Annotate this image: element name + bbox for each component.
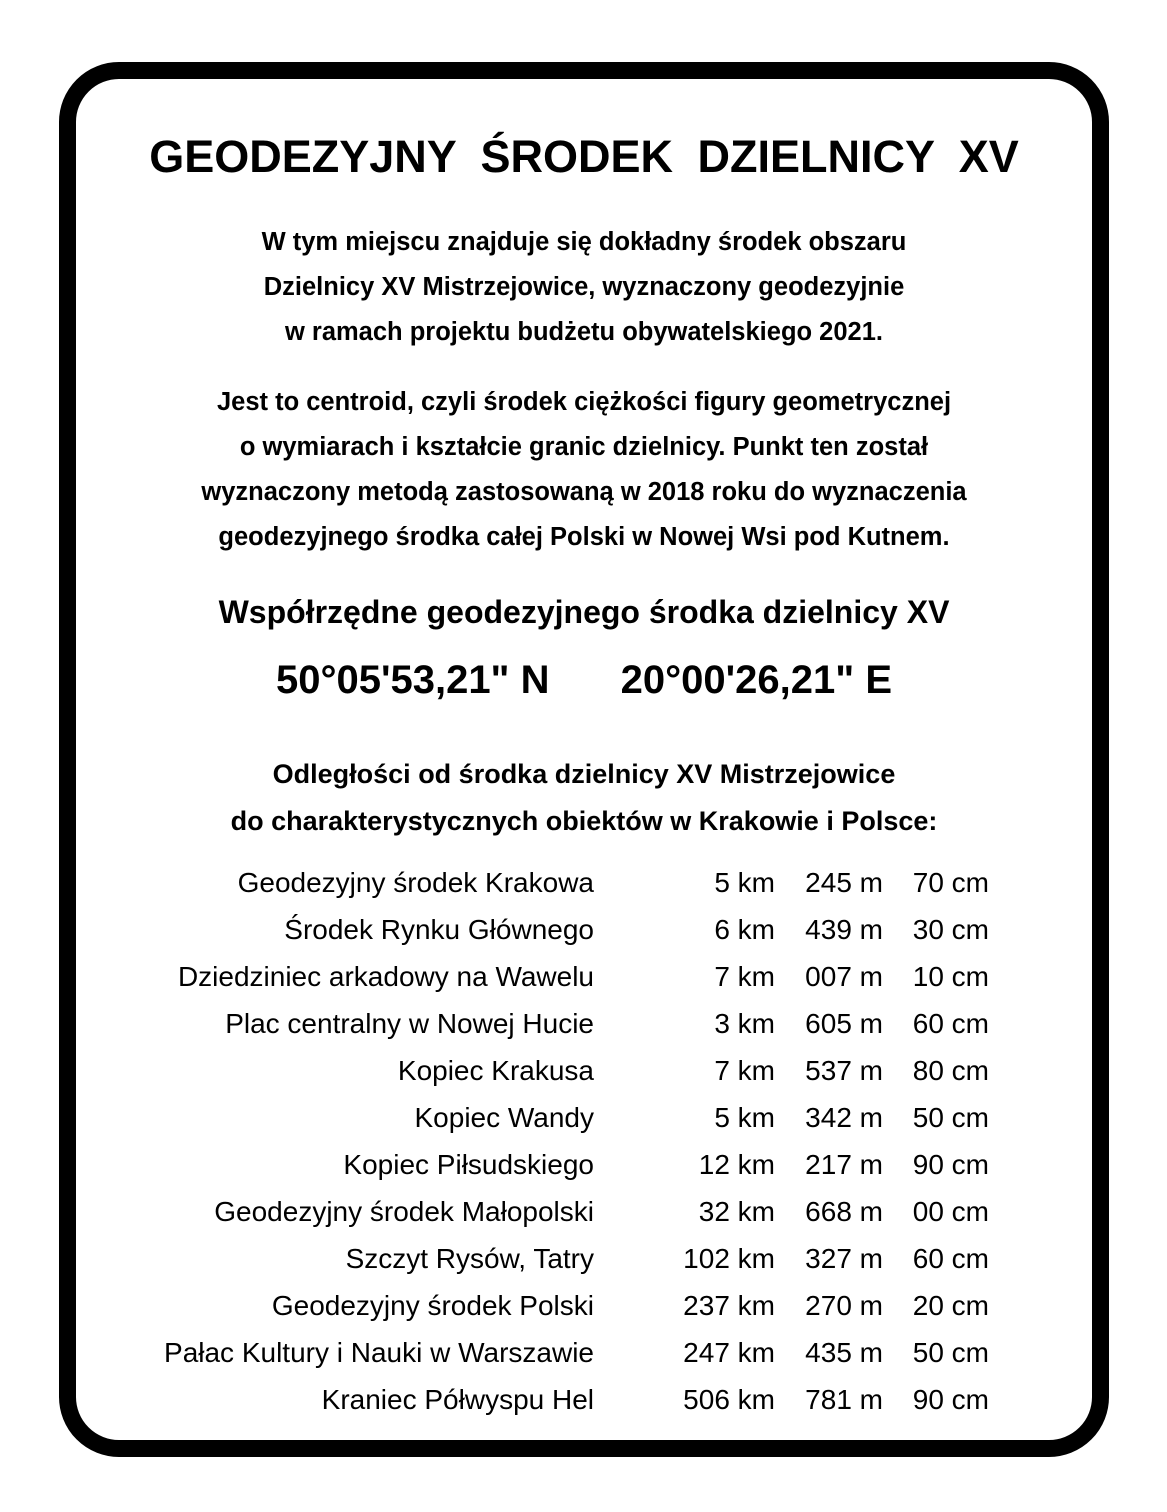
distance-cm: 00 cm [912,1196,989,1227]
distance-place: Kraniec Półwyspu Hel [321,1384,594,1415]
distance-km: 32 km [698,1196,775,1227]
distance-cm: 90 cm [912,1384,989,1415]
distance-km: 5 km [714,1102,775,1133]
distance-place: Kopiec Krakusa [397,1055,594,1086]
distance-row [76,1380,1092,1427]
centroid-line: o wymiarach i kształcie granic dzielnicy. Punkt ten został [239,433,929,461]
latitude-value: 50°05'53,21" N [275,658,550,702]
distance-cm: 70 cm [912,867,989,898]
distance-row [76,1239,1092,1286]
distance-cm: 60 cm [912,1243,989,1274]
intro-line: Dzielnicy XV Mistrzejowice, wyznaczony geodezyjnie [263,273,905,301]
longitude-value: 20°00'26,21" E [620,658,893,702]
distance-row [76,1098,1092,1145]
intro-paragraph [76,220,1092,355]
distance-cm: 50 cm [912,1102,989,1133]
distance-km: 5 km [714,867,775,898]
distance-km: 3 km [714,1008,775,1039]
centroid-line: Jest to centroid, czyli środek ciężkości figury geometrycznej [216,388,952,416]
distance-cm: 60 cm [912,1008,989,1039]
intro-line: w ramach projektu budżetu obywatelskiego 2021. [284,318,883,346]
distance-m: 342 m [805,1102,883,1133]
distances-heading-line: do charakterystycznych obiektów w Krakowie i Polsce: [230,806,938,836]
distance-row [76,1145,1092,1192]
distance-cm: 10 cm [912,961,989,992]
distance-km: 7 km [714,961,775,992]
distance-place: Kopiec Wandy [414,1102,594,1133]
distance-cm: 90 cm [912,1149,989,1180]
distance-row [76,1192,1092,1239]
distance-row [76,863,1092,910]
distance-km: 6 km [714,914,775,945]
distance-m: 668 m [805,1196,883,1227]
distance-place: Środek Rynku Głównego [284,914,594,945]
distance-m: 270 m [805,1290,883,1321]
distance-m: 781 m [805,1384,883,1415]
distance-row [76,910,1092,957]
distance-row [76,957,1092,1004]
distance-cm: 50 cm [912,1337,989,1368]
coordinates-heading: Współrzędne geodezyjnego środka dzielnicy XV [218,594,950,630]
distance-place: Geodezyjny środek Małopolski [214,1196,594,1227]
sign-title: GEODEZYJNY ŚRODEK DZIELNICY XV [149,131,1019,182]
distance-km: 7 km [714,1055,775,1086]
distance-place: Dziedziniec arkadowy na Wawelu [177,961,594,992]
distance-km: 102 km [683,1243,775,1274]
distance-m: 007 m [805,961,883,992]
distance-cm: 30 cm [912,914,989,945]
distance-m: 245 m [805,867,883,898]
distance-row [76,1286,1092,1333]
distance-row [76,1333,1092,1380]
distance-m: 439 m [805,914,883,945]
centroid-line: geodezyjnego środka całej Polski w Nowej Wsi pod Kutnem. [218,523,950,551]
sign-panel [59,62,1109,1457]
distances-heading [76,751,1092,845]
distance-cm: 80 cm [912,1055,989,1086]
distance-place: Geodezyjny środek Polski [271,1290,594,1321]
distances-table [76,863,1092,1427]
distance-km: 237 km [683,1290,775,1321]
distance-m: 537 m [805,1055,883,1086]
distance-km: 506 km [683,1384,775,1415]
distance-m: 605 m [805,1008,883,1039]
distance-cm: 20 cm [912,1290,989,1321]
distance-row [76,1004,1092,1051]
distance-place: Szczyt Rysów, Tatry [345,1243,594,1274]
distances-heading-line: Odległości od środka dzielnicy XV Mistrzejowice [272,759,896,789]
centroid-line: wyznaczony metodą zastosowaną w 2018 roku do wyznaczenia [201,478,967,506]
distance-km: 247 km [683,1337,775,1368]
distance-m: 435 m [805,1337,883,1368]
distance-place: Geodezyjny środek Krakowa [237,867,594,898]
distance-place: Plac centralny w Nowej Hucie [225,1008,594,1039]
distance-m: 217 m [805,1149,883,1180]
coordinates-values [76,655,1092,705]
intro-line: W tym miejscu znajduje się dokładny środek obszaru [261,228,907,256]
distance-m: 327 m [805,1243,883,1274]
distance-km: 12 km [698,1149,775,1180]
distance-place: Pałac Kultury i Nauki w Warszawie [164,1337,594,1368]
distance-place: Kopiec Piłsudskiego [343,1149,594,1180]
centroid-paragraph [76,380,1092,560]
distance-row [76,1051,1092,1098]
